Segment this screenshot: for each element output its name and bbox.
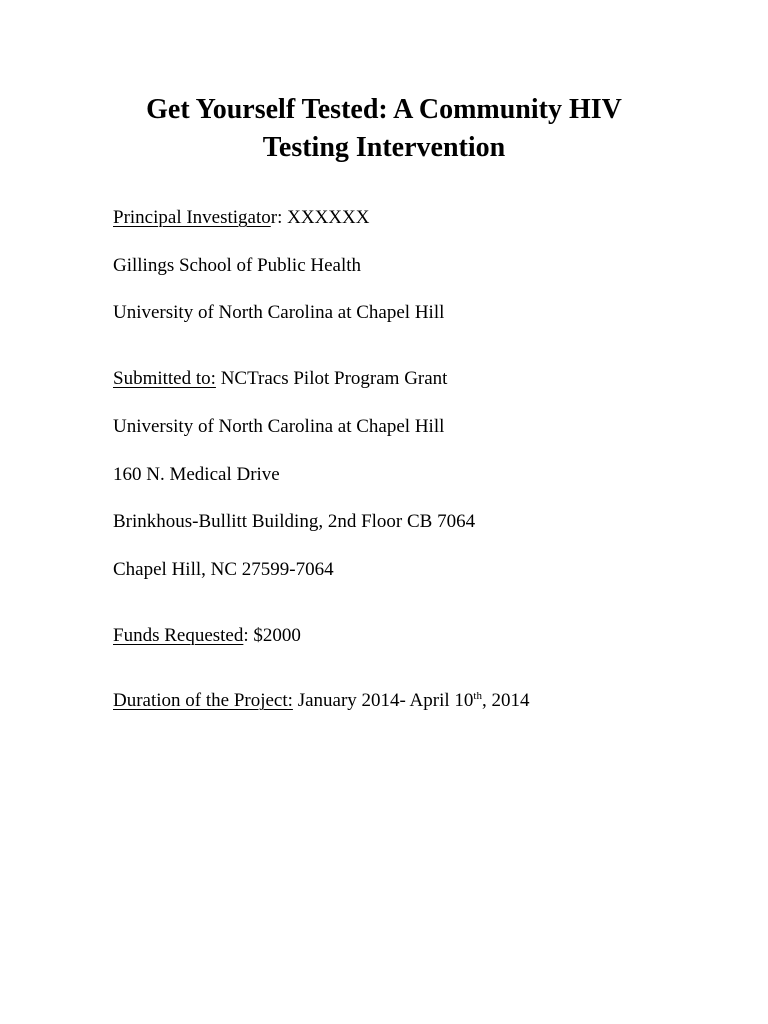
principal-investigator-label: Principal Investigato (113, 207, 271, 228)
city-address-line: Chapel Hill, NC 27599-7064 (113, 559, 334, 580)
principal-investigator-separator: : (277, 207, 288, 228)
document-title (0, 91, 768, 167)
duration-value-start: January 2014- April 10 (292, 690, 474, 711)
submitted-to-value: NCTracs Pilot Program Grant (215, 368, 448, 389)
funds-requested-label: Funds Requested (113, 625, 244, 646)
principal-investigator-value: XXXXXX (287, 207, 370, 228)
duration-superscript: th (473, 690, 482, 702)
duration-label: Duration of the Project: (113, 690, 293, 711)
funds-requested-line (113, 624, 301, 648)
street-address-line: 160 N. Medical Drive (113, 464, 280, 485)
submitted-university-line: University of North Carolina at Chapel Hill (113, 416, 445, 437)
submitted-to-label: Submitted to: (113, 368, 216, 389)
duration-line (113, 689, 529, 713)
building-address-line: Brinkhous-Bullitt Building, 2nd Floor CB 7064 (113, 511, 476, 532)
school-line: Gillings School of Public Health (113, 255, 362, 276)
university-line: University of North Carolina at Chapel Hill (113, 302, 445, 323)
funds-requested-separator: : (243, 625, 254, 646)
principal-investigator-label-tail: r (270, 207, 278, 228)
submitted-to-line (113, 367, 447, 391)
principal-investigator-line (113, 206, 369, 230)
funds-requested-value: $2000 (253, 625, 301, 646)
title-line-1: Get Yourself Tested: A Community HIV (146, 94, 622, 125)
title-line-2: Testing Intervention (262, 132, 506, 163)
duration-value-end: , 2014 (481, 690, 530, 711)
